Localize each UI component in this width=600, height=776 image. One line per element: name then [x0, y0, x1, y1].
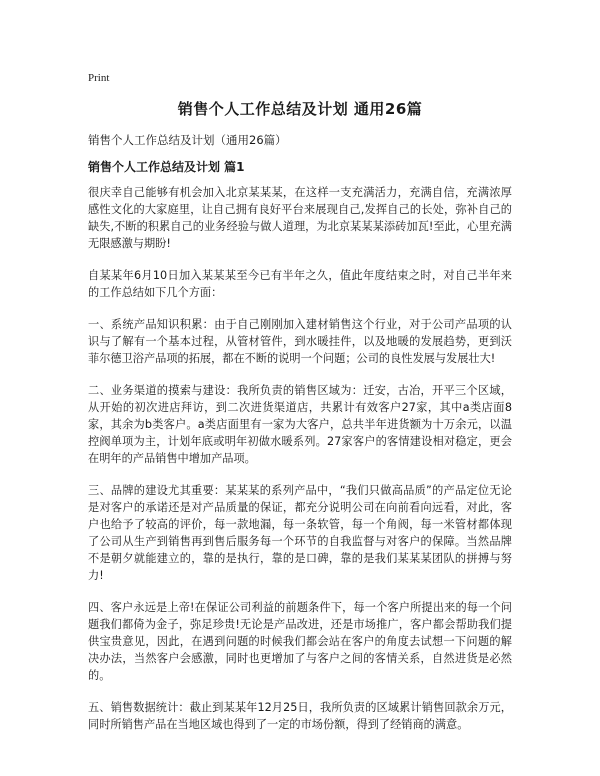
paragraph-summary-intro: 自某某年6月10日加入某某某至今已有半年之久，值此年度结束之时，对自己半年来的工作总结如下几个方面： [88, 269, 512, 299]
section-heading: 销售个人工作总结及计划 篇1 [88, 160, 245, 174]
paragraph-intro: 很庆幸自己能够有机会加入北京某某某，在这样一支充满活力，充满自信，充满浓厚感性文化的大家庭里，让自己拥有良好平台来展现自己,发挥自己的长处，弥补自己的缺失,不断的积累自己的业务经验与做人道理，为北京某某某添砖加瓦!至此，心里充满无限感激与期盼! [88, 186, 512, 250]
print-label: Print [88, 72, 110, 84]
paragraph-channel-building: 二、业务渠道的摸索与建设：我所负责的销售区域为：迁安，古冶，开平三个区域，从开始的初次进店拜访，到二次进货渠道店，共累计有效客户27家，其中a类店面8家，其余为b类客户。a类店面里有一家为大客户，总共半年进货额为十万余元，以温控阀单项为主，计划年底或明年初做水暖系列。27家客户的客情建设相对稳定，更会在明年的产品销售中增加产品项。 [88, 384, 512, 465]
paragraph-customer-first: 四、客户永远是上帝!在保证公司利益的前题条件下，每一个客户所提出来的每一个问题我们都倚为金子，弥足珍贵!无论是产品改进，还是市场推广，客户都会帮助我们提供宝贵意见，因此，在遇到问题的时候我们都会站在客户的角度去试想一下问题的解决办法，当然客户会感激，同时也更增加了与客户之间的客情关系，自然进货是必然的。 [88, 601, 512, 682]
document-body [88, 184, 512, 748]
document-title: 销售个人工作总结及计划 通用26篇 [177, 100, 423, 118]
document-subtitle: 销售个人工作总结及计划（通用26篇） [88, 133, 287, 147]
paragraph-brand-building: 三、品牌的建设尤其重要：某某某的系列产品中，“我们只做高品质”的产品定位无论是对客户的承诺还是对产品质量的保证，都充分说明公司在向前看向远看，对此，客户也给予了较高的评价，每一款地漏，每一条软管，每一个角阀，每一米管材都体现了公司从生产到销售再到售后服务每一个环节的自我监督与对客户的保障。当然品牌不是朝夕就能建立的，靠的是执行，靠的是口碑，靠的是我们某某某团队的拼搏与努力! [88, 484, 512, 582]
paragraph-sales-statistics: 五、销售数据统计：截止到某某年12月25日，我所负责的区域累计销售回款余万元，同时所销售产品在当地区域也得到了一定的市场份额，得到了经销商的满意。 [88, 701, 512, 731]
paragraph-product-knowledge: 一、系统产品知识积累：由于自己刚刚加入建材销售这个行业，对于公司产品项的认识与了解有一个基本过程，从管材管件，到水暖挂件，以及地暖的发展趋势，更到沃菲尔德卫浴产品项的拓展，都在不断的说明一个问题；公司的良性发展与发展壮大! [88, 318, 512, 365]
